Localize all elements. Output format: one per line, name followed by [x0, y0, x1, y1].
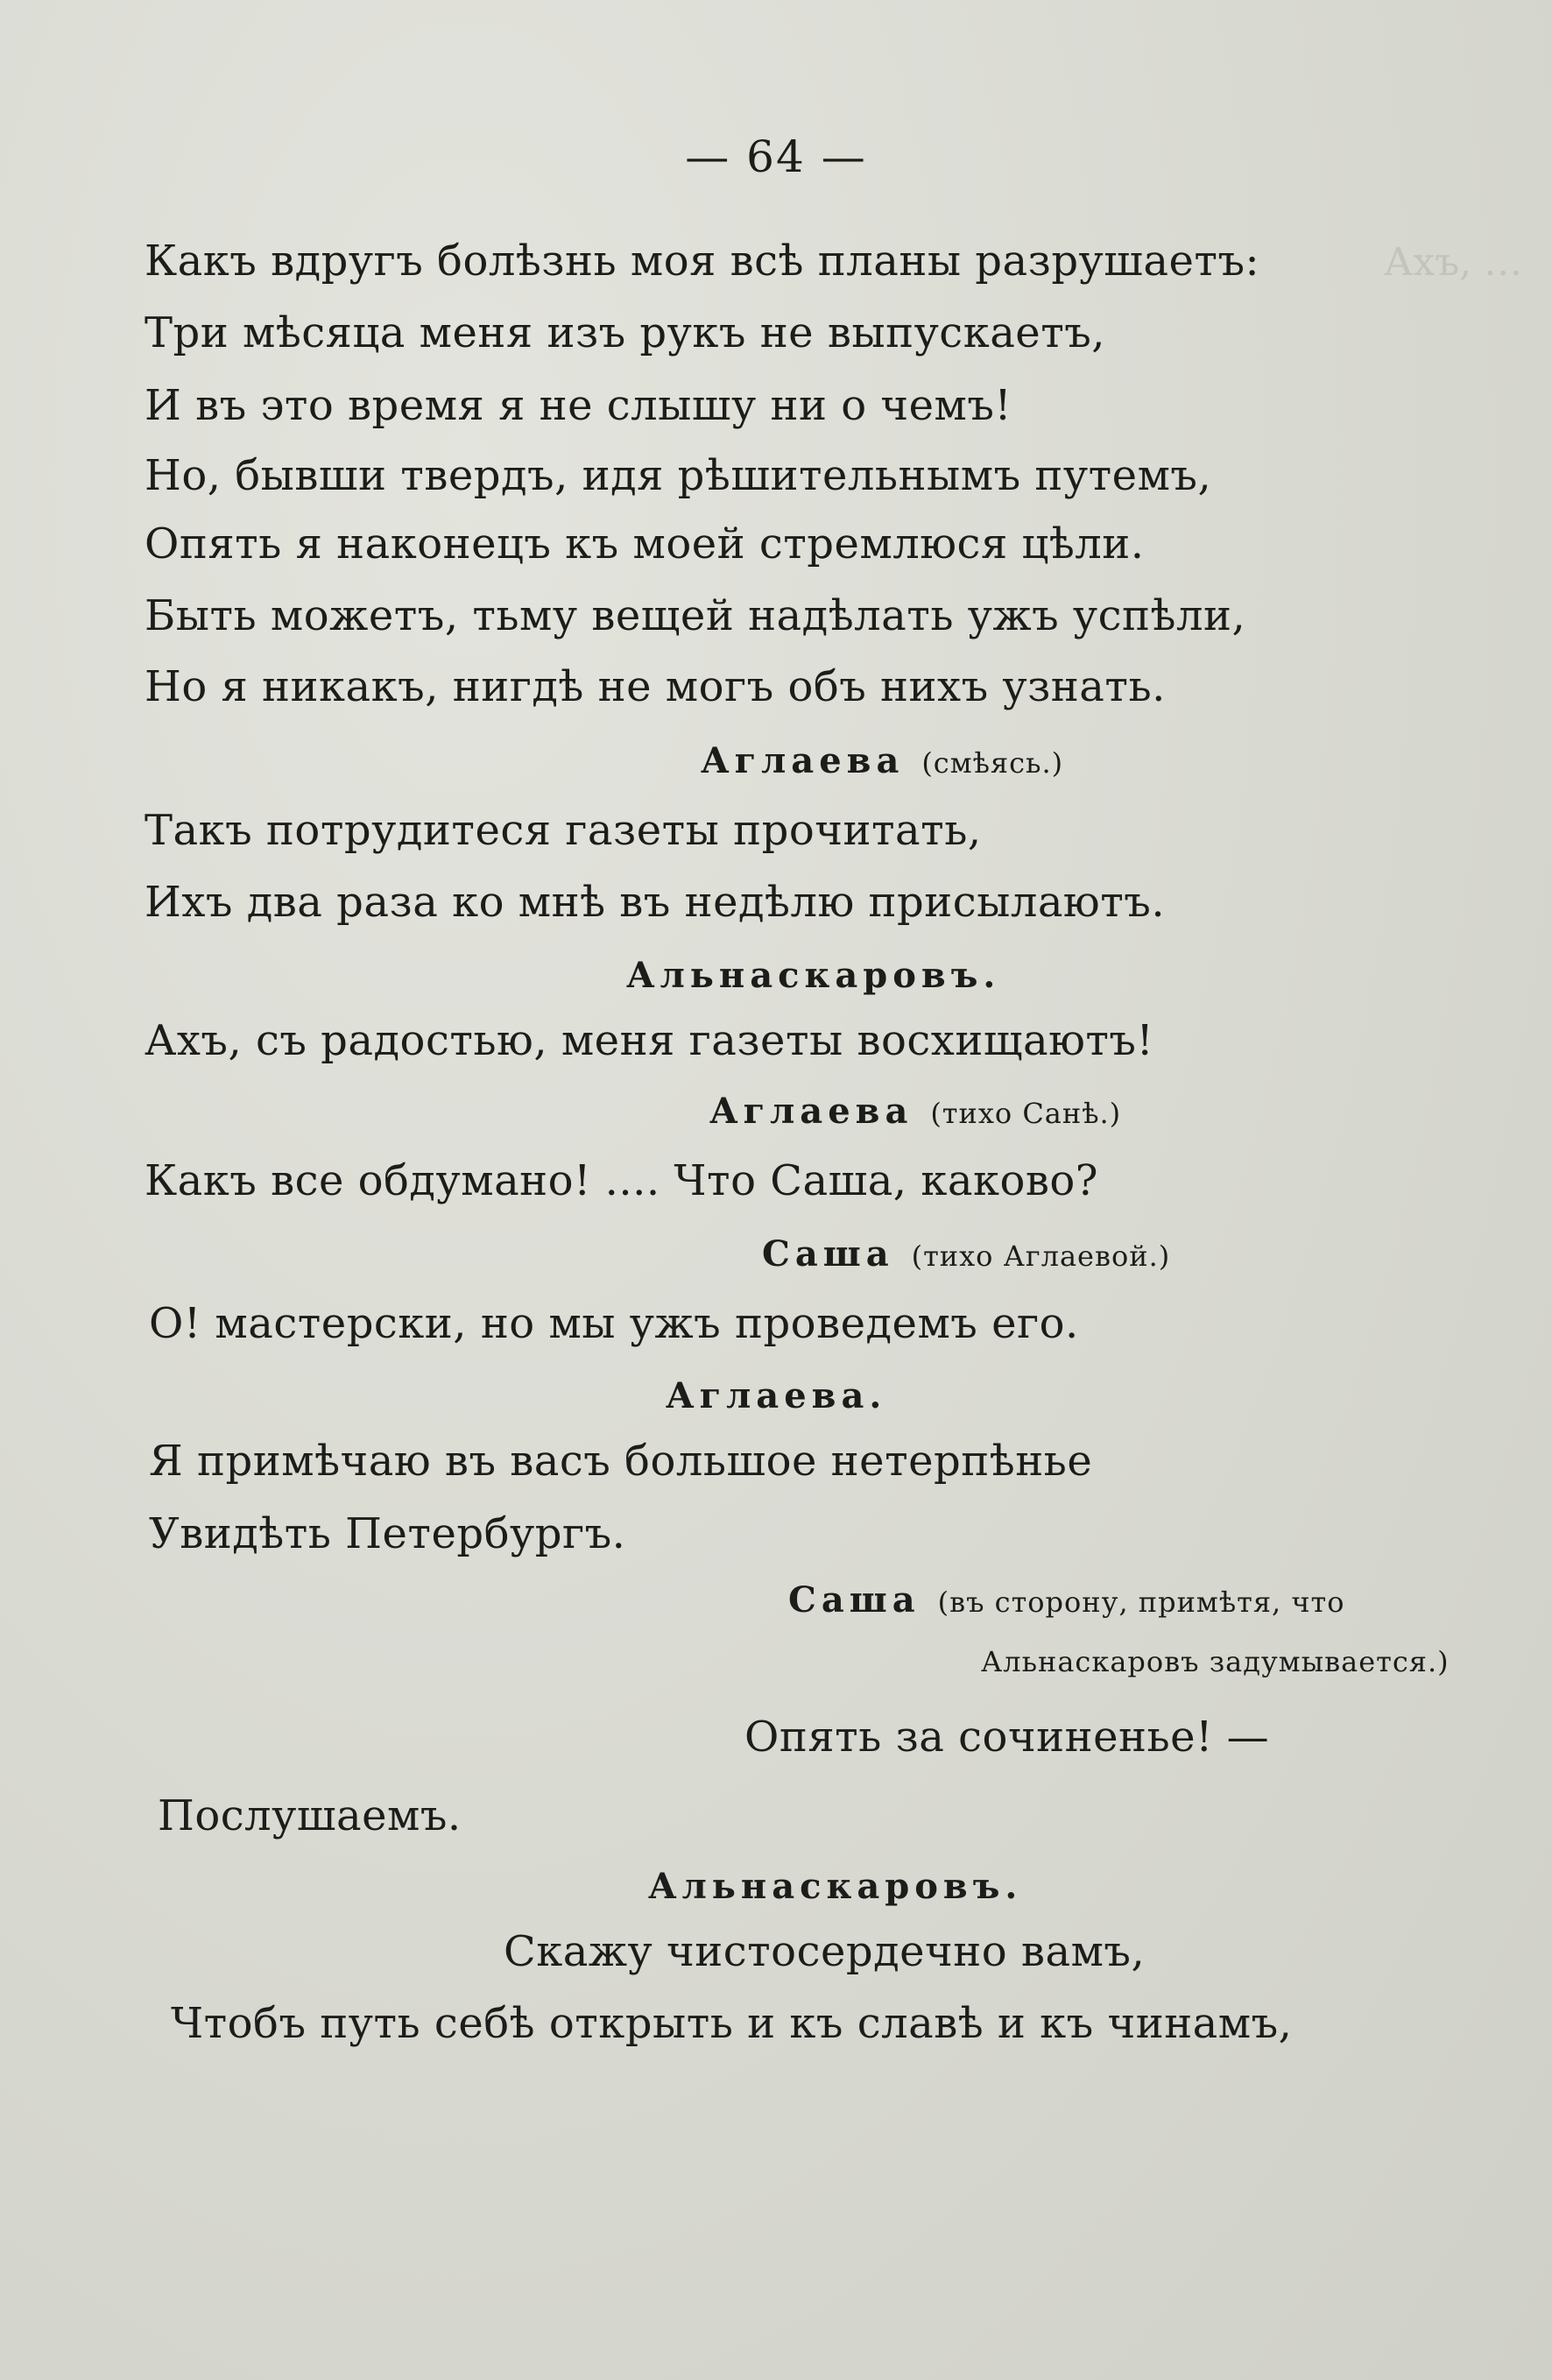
- verse-line: Опять за сочиненье! —: [744, 1713, 1270, 1762]
- verse-line: И въ это время я не слышу ни о чемъ!: [145, 381, 1012, 430]
- speaker-alnaskarov: Альнаскаровъ.: [626, 955, 1001, 996]
- speaker-aglaeva: [701, 740, 1063, 781]
- verse-line: Но я никакъ, нигдѣ не могъ объ нихъ узнать.: [145, 662, 1166, 711]
- speaker-name: Саша: [788, 1579, 921, 1621]
- stage-direction: (тихо Санѣ.): [930, 1097, 1122, 1130]
- verse-line: Ихъ два раза ко мнѣ въ недѣлю присылаютъ.: [145, 878, 1166, 927]
- speaker-alnaskarov: Альнаскаровъ.: [648, 1866, 1023, 1907]
- speaker-aglaeva: Аглаева.: [666, 1375, 887, 1416]
- speaker-name: Саша: [762, 1233, 894, 1275]
- stage-direction: (въ сторону, примѣтя, что: [937, 1585, 1345, 1619]
- verse-line: Такъ потрудитеся газеты прочитать,: [145, 806, 982, 855]
- speaker-sasha: [762, 1233, 1170, 1275]
- verse-line: Но, бывши твердъ, идя рѣшительнымъ путемъ,: [145, 451, 1212, 500]
- stage-direction-continued: Альнаскаровъ задумывается.): [981, 1645, 1450, 1678]
- verse-line: Какъ все обдумано! .... Что Саша, каково?: [145, 1156, 1098, 1205]
- verse-line: Увидѣть Петербургъ.: [149, 1509, 626, 1558]
- verse-line: Скажу чистосердечно вамъ,: [504, 1927, 1146, 1976]
- stage-direction: (смѣясь.): [921, 746, 1064, 780]
- verse-line: Ахъ, съ радостью, меня газеты восхищаютъ!: [145, 1016, 1154, 1065]
- verse-line: Три мѣсяца меня изъ рукъ не выпускаетъ,: [145, 308, 1106, 357]
- bleed-through-text: Ахъ, …: [1384, 240, 1523, 285]
- stage-direction: (тихо Аглаевой.): [911, 1239, 1171, 1273]
- verse-line: Какъ вдругъ болѣзнь моя всѣ планы разрушаетъ:: [145, 237, 1260, 286]
- speaker-sasha: [788, 1579, 1344, 1621]
- verse-line: Быть можетъ, тьму вещей надѣлать ужъ успѣли,: [145, 591, 1246, 640]
- speaker-name: Аглаева: [709, 1091, 914, 1132]
- verse-line: О! мастерски, но мы ужъ проведемъ его.: [149, 1299, 1079, 1348]
- verse-line: Послушаемъ.: [158, 1791, 462, 1840]
- page-number: — 64 —: [685, 131, 867, 182]
- speaker-name: Аглаева: [701, 740, 905, 781]
- verse-line: Чтобъ путь себѣ открыть и къ славѣ и къ чинамъ,: [171, 1999, 1293, 2048]
- verse-line: Я примѣчаю въ васъ большое нетерпѣнье: [149, 1437, 1093, 1486]
- speaker-aglaeva: [709, 1091, 1121, 1132]
- verse-line: Опять я наконецъ къ моей стремлюся цѣли.: [145, 519, 1145, 569]
